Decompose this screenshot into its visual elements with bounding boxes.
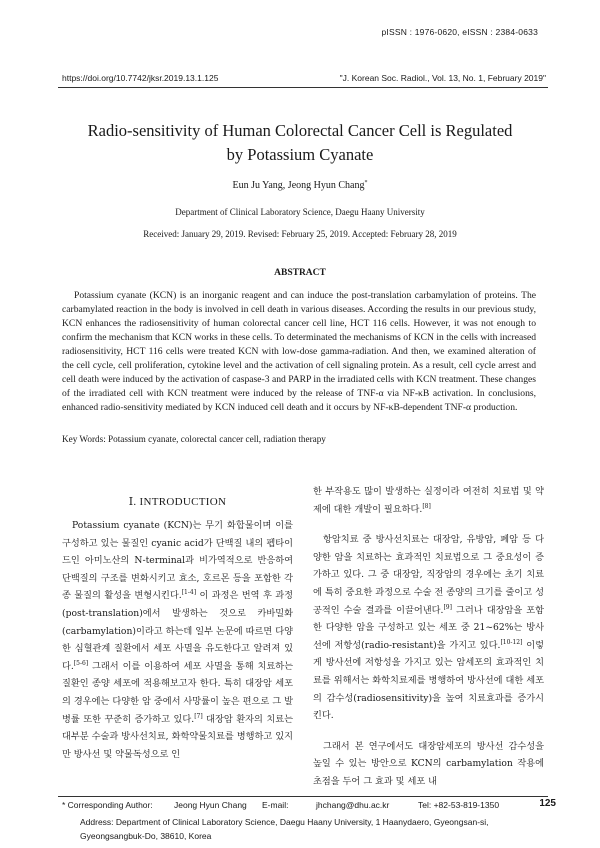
corresponding-mark: * [364, 180, 368, 186]
paragraph [313, 738, 544, 791]
footer-rule [58, 796, 548, 797]
corr-label: * Corresponding Author: [62, 800, 153, 810]
keywords: Key Words: Potassium cyanate, colorectal cancer cell, radiation therapy [62, 434, 326, 444]
address: Address: Department of Clinical Laboratory Science, Daegu Haany University, 1 Haanydaero, Gyeongsan-si, Gyeongsangbuk-Do, 38610, Korea [80, 817, 489, 841]
title-line-1: Radio-sensitivity of Human Colorectal Cancer Cell is Regulated [87, 121, 513, 140]
submission-dates: Received: January 29, 2019. Revised: February 25, 2019. Accepted: February 28, 2019 [143, 229, 457, 239]
email-label: E-mail: [262, 800, 289, 810]
author-names: Eun Ju Yang, Jeong Hyun Chang [232, 180, 365, 191]
citation-ref[interactable]: [8] [422, 502, 431, 510]
journal-citation: "J. Korean Soc. Radiol., Vol. 13, No. 1, February 2019" [339, 73, 546, 83]
doi-link[interactable]: https://doi.org/10.7742/jksr.2019.13.1.125 [62, 73, 219, 83]
issn-line: pISSN : 1976-0620, eISSN : 2384-0633 [381, 27, 538, 37]
intro-text: 대장암 환자의 치료는 대부분 수술과 방사선치료, 화학약물치료를 병행하고 있지만 방사선 및 약물독성으로 인 [62, 713, 294, 760]
intro-text: Potassium cyanate (KCN)는 무기 화합물이며 이를 구성하고 있는 물질인 cyanic acid가 단백질 내의 펩타이드인 아미노산의 N-terminal과 비가역적으로 반응하여 단백질의 구조를 변화시키고 효소, 호르몬 등을 포함한 각종 물질의 활성을 변형시킨다. [62, 520, 293, 602]
abstract-heading: ABSTRACT [274, 268, 326, 278]
intro-text: 그래서 본 연구에서도 대장암세포의 방사선 감수성을 높일 수 있는 방안으로 KCN의 carbamylation 작용에 초점을 두어 그 효과 및 세포 내 [313, 740, 544, 787]
section-heading-introduction: Ⅰ. INTRODUCTION [128, 496, 227, 508]
telephone: Tel: +82-53-819-1350 [418, 800, 500, 810]
page-number: 125 [539, 798, 556, 809]
intro-left-column [62, 517, 293, 763]
citation-ref[interactable]: [5-6] [73, 659, 89, 667]
header-rule [58, 87, 548, 88]
intro-text: 그러나 대장암을 포함한 다양한 암을 구성하고 있는 세포 중 21~62%는 방사선에 저항성(radio-resistant)을 가지고 있다. [313, 604, 545, 651]
paragraph [313, 483, 544, 518]
citation-ref[interactable]: [1-4] [181, 589, 197, 597]
intro-text: 이 과정은 번역 후 과정(post-translation)에서 발생하는 것으로 카바밀화(carbamylation)이라고 하는데 일부 논문에 따르면 다양한 심혈관계 질환에서 세포 사멸을 유도한다고 알려져 있다. [62, 590, 293, 672]
intro-text: 그래서 이를 이용하여 세포 사멸을 통해 치료하는 질환인 종양 세포에 적용해보고자 한다. 특히 대장암 세포의 경우에는 다양한 암 중에서 사망률이 높은 편으로 그 발병률 또한 꾸준히 증가하고 있다. [62, 660, 293, 725]
intro-text: 항암치료 중 방사선치료는 대장암, 유방암, 폐암 등 다양한 암을 치료하는 효과적인 치료법으로 그 중요성이 증가하고 있다. 그 중 대장암, 직장암의 경우에는 초기 치료에 특히 중요한 과정으로 수술 전 종양의 크기를 줄이고 성공적인 수술 결과를 이끌어낸다. [313, 534, 544, 616]
intro-text: 이렇게 방사선에 저항성을 가지고 있는 암세포의 효과적인 치료를 위해서는 화학치료제를 병행하여 방사선에 대한 세포의 감수성(radiosensitivity)을 높여 치료효과를 증가시킨다. [313, 639, 544, 722]
article-title [60, 119, 540, 167]
citation-ref[interactable]: [7] [194, 712, 203, 720]
intro-text: 한 부작용도 많이 발생하는 실정이라 여전히 치료법 및 약제에 대한 개발이 필요하다. [313, 486, 544, 515]
title-line-2: by Potassium Cyanate [226, 145, 374, 164]
corr-name: Jeong Hyun Chang [174, 800, 247, 810]
citation-ref[interactable]: [9] [443, 603, 452, 611]
affiliation: Department of Clinical Laboratory Science, Daegu Haany University [175, 207, 425, 217]
author-line [60, 180, 540, 191]
abstract-body: Potassium cyanate (KCN) is an inorganic reagent and can induce the post-translation carbamylation of proteins. The carbamylated reaction in the body is involved in cell death in various diseases. According the results in our previous study, KCN enhances the radiosensitivity of human colorectal cancer cell line, HCT 116 cells. However, it was not enough to confirm the mechanism that KCN works in these cells. To determinated the mechanisms of KCN in the cells with increased radiosensitivity, HCT 116 cells were treated KCN with low-dose gamma-radiation. And then, we examined alteration of the cell cycle, cell proliferation, cytokine level and the activation of cell signaling protein. As a result, cell cycle arrest and cell death were induced by the activation of caspase-3 and PARP in the irradiated cells with KCN treatment. These changes of the irradiated cell with KCN treatment were induced by the release of TNF-α via NF-κB activation. In conclusions, enhanced radio-sensitivity mediated by KCN induced cell death and it occurs by NF-κB-dependent TNF-α production. [62, 290, 536, 414]
intro-right-column [313, 483, 544, 791]
email-link[interactable]: jhchang@dhu.ac.kr [316, 800, 390, 810]
citation-ref[interactable]: [10-12] [500, 638, 523, 646]
paragraph [313, 531, 544, 725]
